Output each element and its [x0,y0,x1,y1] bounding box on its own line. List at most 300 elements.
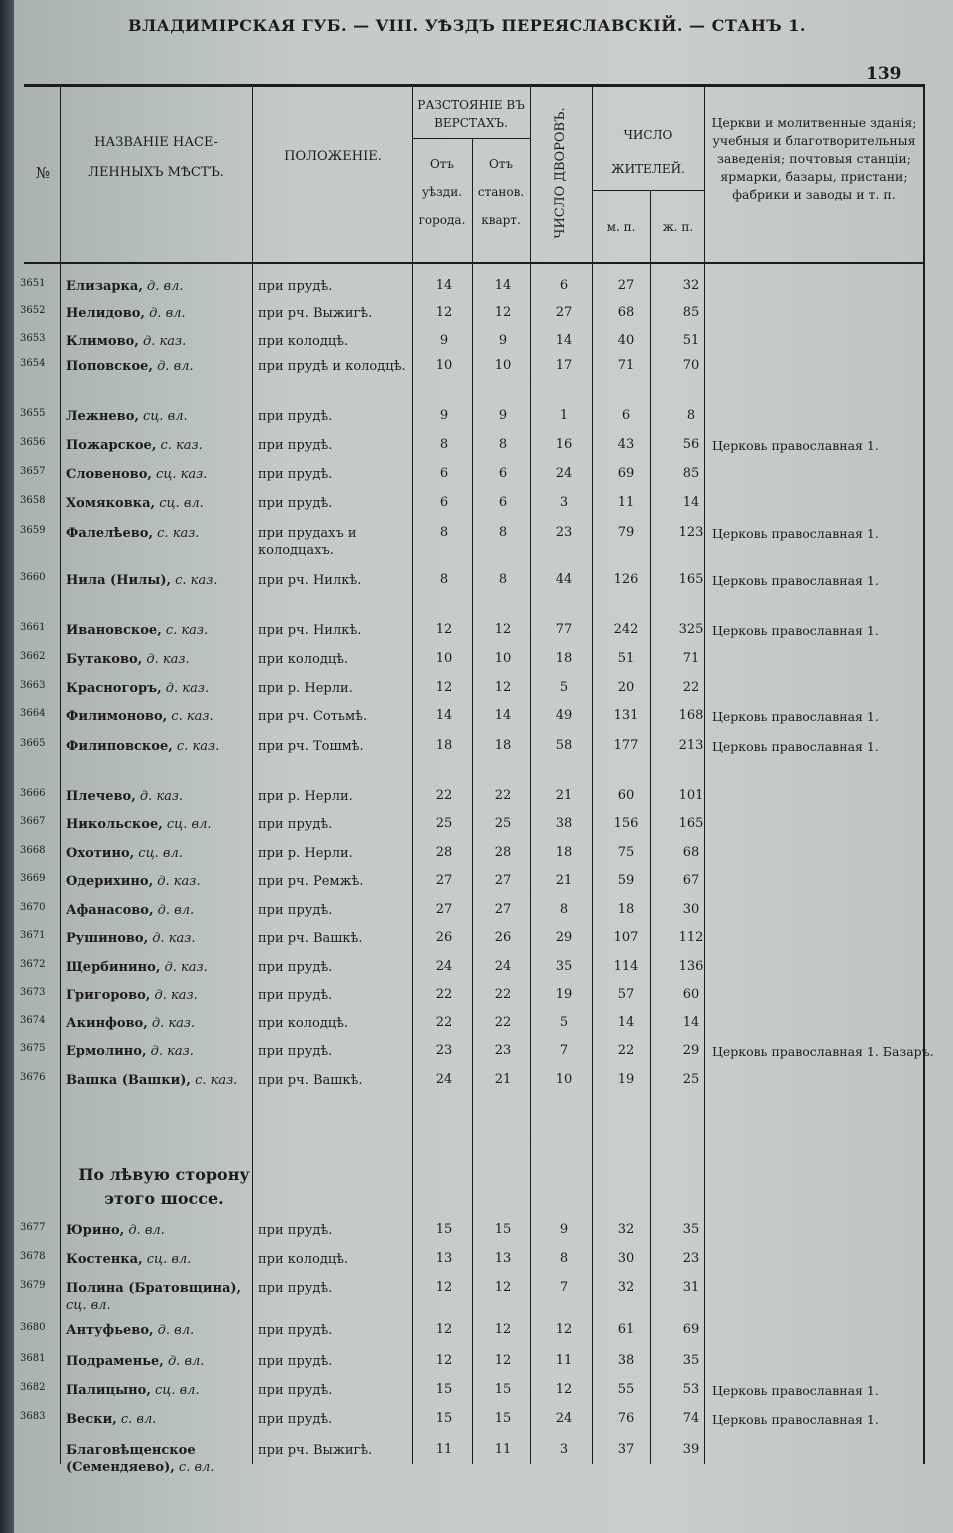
yards-count: 8 [559,1251,569,1266]
col-header-churches: Церкви и молитвенные зданія; учебныя и благотворительныя заведенія; почтовыя станціи; ярмарки, базары, пристани; фабрики и заводы и т. п. [711,115,917,202]
header-bottom-rule [24,262,924,264]
place-name: Словеново, сц. каз. [66,467,208,482]
yards-count: 6 [559,278,569,293]
male-count: 71 [617,358,635,373]
place-name: Вашка (Вашки), с. каз. [66,1073,238,1088]
position: при колодцѣ. [258,652,349,667]
male-count: 76 [617,1411,635,1426]
male-count: 156 [613,816,639,831]
distance-camp: 10 [494,651,512,666]
female-count: 14 [682,495,700,510]
row-number: 3653 [20,333,46,344]
female-count: 8 [686,408,696,423]
distance-city: 9 [439,333,449,348]
yards-count: 18 [555,845,573,860]
row-number: 3668 [20,845,46,856]
yards-count: 21 [555,873,573,888]
row-number: 3679 [20,1280,46,1291]
page-number: 139 [866,64,902,84]
place-type: с. каз. [171,573,218,588]
female-count: 53 [682,1382,700,1397]
distance-city: 12 [435,680,453,695]
distance-camp: 22 [494,987,512,1002]
row-number: 3660 [20,572,46,583]
place-type: сц. вл. [155,496,204,511]
row-number: 3681 [20,1353,46,1364]
position: при рч. Ремжѣ. [258,874,364,889]
female-count: 14 [682,1015,700,1030]
male-count: 69 [617,466,635,481]
distance-camp: 10 [494,358,512,373]
female-count: 51 [682,333,700,348]
male-count: 20 [617,680,635,695]
female-count: 60 [682,987,700,1002]
yards-count: 3 [559,1442,569,1457]
distance-city: 27 [435,902,453,917]
institutions-note: Церковь православная 1. Базаръ. [712,1044,934,1059]
position: при прудѣ. [258,467,333,482]
institutions-note: Церковь православная 1. [712,1383,879,1398]
place-name: Юрино, д. вл. [66,1223,165,1238]
place-type: д. каз. [150,988,198,1003]
yards-count: 58 [555,738,573,753]
female-count: 22 [682,680,700,695]
place-name: Вески, с. вл. [66,1412,157,1427]
female-count: 112 [678,930,704,945]
position: при прудѣ. [258,1412,333,1427]
distance-city: 10 [435,651,453,666]
position: при прудѣ. [258,409,333,424]
yards-count: 7 [559,1043,569,1058]
distance-camp: 28 [494,845,512,860]
row-number: 3655 [20,408,46,419]
position: при рч. Нилкѣ. [258,573,362,588]
distance-city: 12 [435,622,453,637]
distance-city: 25 [435,816,453,831]
place-type: с. каз. [153,526,200,541]
place-name: Полина (Братовщина), сц. вл. [66,1281,242,1313]
position: при р. Нерли. [258,846,353,861]
distance-city: 8 [439,525,449,540]
place-type: с. каз. [172,739,220,754]
position: при прудѣ. [258,1383,333,1398]
table-right-rule [923,84,925,1464]
distance-camp: 11 [494,1442,512,1457]
yards-count: 24 [555,1411,573,1426]
female-count: 165 [678,816,704,831]
distance-city: 26 [435,930,453,945]
female-count: 67 [682,873,700,888]
row-number: 3665 [20,738,46,749]
row-number: 3671 [20,930,46,941]
male-count: 32 [617,1280,635,1295]
distance-city: 6 [439,466,449,481]
place-name: Ермолино, д. каз. [66,1044,194,1059]
row-number: 3676 [20,1072,46,1083]
distance-city: 6 [439,495,449,510]
distance-city: 18 [435,738,453,753]
book-spine [0,0,14,1533]
institutions-note: Церковь православная 1. [712,709,879,724]
yards-count: 14 [555,333,573,348]
position: при колодцѣ. [258,334,349,349]
institutions-note: Церковь православная 1. [712,573,879,588]
distance-city: 13 [435,1251,453,1266]
distance-camp: 12 [494,1322,512,1337]
place-name: Бутаково, д. каз. [66,652,190,667]
place-type: д. вл. [124,1223,165,1238]
yards-count: 77 [555,622,573,637]
yards-count: 24 [555,466,573,481]
male-count: 57 [617,987,635,1002]
place-type: с. вл. [116,1412,157,1427]
position: при прудѣ и колодцѣ. [258,359,406,374]
female-count: 29 [682,1043,700,1058]
place-name: Никольское, сц. вл. [66,817,212,832]
yards-count: 11 [555,1353,573,1368]
place-name: Охотино, сц. вл. [66,846,183,861]
distance-city: 9 [439,408,449,423]
female-count: 71 [682,651,700,666]
place-name: Пожарское, с. каз. [66,438,203,453]
col-header-position: ПОЛОЖЕНІЕ. [284,149,382,164]
row-number: 3669 [20,873,46,884]
distance-camp: 12 [494,680,512,695]
female-count: 68 [682,845,700,860]
place-name: Подраменье, д. вл. [66,1354,205,1369]
yards-count: 8 [559,902,569,917]
place-type: сц. каз. [151,467,208,482]
male-count: 61 [617,1322,635,1337]
place-name: Елизарка, д. вл. [66,279,184,294]
place-name: Нила (Нилы), с. каз. [66,573,218,588]
female-count: 165 [678,572,704,587]
distance-camp: 25 [494,816,512,831]
place-name: Нелидово, д. вл. [66,306,186,321]
position: при рч. Вашкѣ. [258,931,363,946]
male-count: 30 [617,1251,635,1266]
position: при прудѣ. [258,960,333,975]
institutions-note: Церковь православная 1. [712,1412,879,1427]
institutions-note: Церковь православная 1. [712,438,879,453]
row-number: 3678 [20,1251,46,1262]
male-count: 6 [621,408,631,423]
female-count: 70 [682,358,700,373]
female-count: 213 [678,738,704,753]
row-number: 3674 [20,1015,46,1026]
table-top-rule [24,84,924,87]
distance-camp: 22 [494,788,512,803]
place-name: Климово, д. каз. [66,334,187,349]
distance-camp: 18 [494,738,512,753]
col-rule [412,84,413,1464]
distance-camp: 9 [498,333,508,348]
distance-camp: 14 [494,278,512,293]
yards-count: 44 [555,572,573,587]
row-number: 3667 [20,816,46,827]
row-number: 3657 [20,466,46,477]
place-type: с. каз. [156,438,203,453]
yards-count: 49 [555,708,573,723]
female-count: 35 [682,1222,700,1237]
distance-city: 12 [435,1280,453,1295]
place-name: Щербинино, д. каз. [66,960,208,975]
place-name: Рушиново, д. каз. [66,931,196,946]
distance-city: 10 [435,358,453,373]
male-count: 18 [617,902,635,917]
female-count: 39 [682,1442,700,1457]
place-type: д. каз. [138,334,187,349]
distance-camp: 23 [494,1043,512,1058]
female-count: 56 [682,437,700,452]
female-count: 74 [682,1411,700,1426]
place-name: Красногоръ, д. каз. [66,681,210,696]
male-count: 38 [617,1353,635,1368]
distance-camp: 24 [494,959,512,974]
male-count: 114 [613,959,639,974]
row-number: 3682 [20,1382,46,1393]
row-number: 3675 [20,1043,46,1054]
place-name: Хомяковка, сц. вл. [66,496,204,511]
distance-city: 15 [435,1411,453,1426]
row-number: 3651 [20,278,46,289]
male-count: 60 [617,788,635,803]
yards-count: 1 [559,408,569,423]
row-number: 3654 [20,358,46,369]
distance-camp: 15 [494,1222,512,1237]
male-count: 131 [613,708,639,723]
yards-count: 9 [559,1222,569,1237]
female-count: 35 [682,1353,700,1368]
distance-camp: 12 [494,622,512,637]
male-count: 107 [613,930,639,945]
position: при рч. Нилкѣ. [258,623,362,638]
col-header-residents: ЧИСЛО ЖИТЕЛЕЙ. [611,128,685,176]
row-number: 3663 [20,680,46,691]
yards-count: 10 [555,1072,573,1087]
position: при прудѣ. [258,903,333,918]
place-name: Ивановское, с. каз. [66,623,209,638]
col-header-distance: РАЗСТОЯНІЕ ВЪ ВЕРСТАХЪ. [417,98,525,130]
distance-camp: 27 [494,873,512,888]
place-type: сц. вл. [66,1298,111,1313]
distance-camp: 21 [494,1072,512,1087]
yards-count: 3 [559,495,569,510]
position: при прудѣ. [258,1354,333,1369]
place-name: Григорово, д. каз. [66,988,198,1003]
position: при рч. Выжигѣ. [258,306,373,321]
residents-sub-rule [592,190,704,191]
distance-city: 22 [435,1015,453,1030]
place-name: Акинфово, д. каз. [66,1016,196,1031]
row-number: 3661 [20,622,46,633]
male-count: 51 [617,651,635,666]
position: при рч. Вашкѣ. [258,1073,363,1088]
female-count: 25 [682,1072,700,1087]
distance-city: 24 [435,1072,453,1087]
place-type: д. каз. [147,1016,196,1031]
place-type: д. каз. [135,789,184,804]
place-type: д. каз. [160,960,208,975]
col-header-dist-camp: Отъ станов. кварт. [477,157,525,227]
distance-city: 28 [435,845,453,860]
col-header-yards: ЧИСЛО ДВОРОВЪ. [553,107,568,239]
female-count: 69 [682,1322,700,1337]
distance-camp: 27 [494,902,512,917]
distance-camp: 22 [494,1015,512,1030]
row-number: 3677 [20,1222,46,1233]
position: при прудахъ и колодцахъ. [258,526,357,558]
distance-camp: 26 [494,930,512,945]
place-type: сц. вл. [142,1252,192,1267]
row-number: 3656 [20,437,46,448]
place-name: Костенка, сц. вл. [66,1252,192,1267]
position: при прудѣ. [258,988,333,1003]
position: при прудѣ. [258,496,333,511]
distance-camp: 6 [498,466,508,481]
place-type: д. вл. [153,1323,195,1338]
female-count: 85 [682,466,700,481]
place-type: д. вл. [163,1354,205,1369]
institutions-note: Церковь православная 1. [712,623,879,638]
institutions-note: Церковь православная 1. [712,739,879,754]
place-name: Поповское, д. вл. [66,359,194,374]
place-name: Филиповское, с. каз. [66,739,220,754]
running-head: ВЛАДИМІРСКАЯ ГУБ. — VIII. УѢЗДЪ ПЕРЕЯСЛАВСКІЙ. — СТАНЪ 1. [128,16,806,35]
yards-count: 38 [555,816,573,831]
place-type: д. каз. [146,1044,194,1059]
yards-count: 5 [559,1015,569,1030]
distance-city: 14 [435,278,453,293]
male-count: 27 [617,278,635,293]
yards-count: 23 [555,525,573,540]
position: при р. Нерли. [258,681,353,696]
place-type: с. вл. [174,1460,215,1475]
distance-city: 15 [435,1222,453,1237]
distance-camp: 9 [498,408,508,423]
position: при прудѣ. [258,817,333,832]
male-count: 79 [617,525,635,540]
distance-city: 14 [435,708,453,723]
place-name: Плечево, д. каз. [66,789,184,804]
yards-count: 35 [555,959,573,974]
place-type: сц. вл. [162,817,212,832]
place-type: сц. вл. [134,846,183,861]
male-count: 32 [617,1222,635,1237]
section-title: По лѣвую сторону этого шоссе. [78,1165,250,1208]
page [14,0,953,1533]
position: при колодцѣ. [258,1016,349,1031]
female-count: 325 [678,622,704,637]
place-type: с. каз. [161,623,209,638]
male-count: 40 [617,333,635,348]
distance-city: 24 [435,959,453,974]
distance-city: 22 [435,987,453,1002]
male-count: 126 [613,572,639,587]
male-count: 22 [617,1043,635,1058]
col-rule [252,84,253,1464]
place-type: д. каз. [161,681,210,696]
position: при прудѣ. [258,1281,333,1296]
yards-count: 29 [555,930,573,945]
yards-count: 18 [555,651,573,666]
col-header-num: № [35,164,51,182]
distance-city: 22 [435,788,453,803]
distance-camp: 12 [494,305,512,320]
distance-camp: 6 [498,495,508,510]
position: при прудѣ. [258,1044,333,1059]
place-type: сц. вл. [138,409,188,424]
distance-camp: 15 [494,1411,512,1426]
position: при рч. Сотьмѣ. [258,709,368,724]
female-count: 85 [682,305,700,320]
male-count: 177 [613,738,639,753]
row-number: 3673 [20,987,46,998]
distance-city: 11 [435,1442,453,1457]
place-name: Палицыно, сц. вл. [66,1383,200,1398]
place-type: с. каз. [190,1073,238,1088]
row-number: 3659 [20,525,46,536]
place-name: Афанасово, д. вл. [66,903,195,918]
place-name: Благовѣщенское (Семендяево), с. вл. [66,1443,215,1475]
row-number: 3652 [20,305,46,316]
row-number: 3672 [20,959,46,970]
distance-camp: 15 [494,1382,512,1397]
place-name: Лежнево, сц. вл. [66,409,188,424]
female-count: 168 [678,708,704,723]
place-type: д. вл. [144,306,186,321]
row-number: 3662 [20,651,46,662]
place-type: д. вл. [152,359,194,374]
row-number: 3658 [20,495,46,506]
male-count: 242 [613,622,639,637]
row-number: 3670 [20,902,46,913]
place-name: Антуфьево, д. вл. [66,1323,195,1338]
row-number: 3683 [20,1411,46,1422]
female-count: 136 [678,959,704,974]
yards-count: 12 [555,1322,573,1337]
distance-city: 8 [439,437,449,452]
distance-camp: 8 [498,572,508,587]
yards-count: 5 [559,680,569,695]
col-header-male: м. п. [606,220,636,234]
female-count: 31 [682,1280,700,1295]
yards-count: 12 [555,1382,573,1397]
place-name: Фалелѣево, с. каз. [66,526,200,541]
position: при рч. Тошмѣ. [258,739,364,754]
male-count: 11 [617,495,635,510]
female-count: 32 [682,278,700,293]
distance-sub-rule [412,138,530,139]
place-type: д. каз. [148,931,196,946]
yards-count: 16 [555,437,573,452]
yards-count: 17 [555,358,573,373]
male-count: 37 [617,1442,635,1457]
distance-city: 12 [435,1353,453,1368]
distance-city: 8 [439,572,449,587]
distance-camp: 8 [498,525,508,540]
row-number: 3666 [20,788,46,799]
male-count: 59 [617,873,635,888]
distance-city: 15 [435,1382,453,1397]
distance-camp: 12 [494,1353,512,1368]
distance-city: 12 [435,305,453,320]
female-count: 123 [678,525,704,540]
place-type: с. каз. [167,709,214,724]
place-type: д. вл. [153,903,195,918]
yards-count: 19 [555,987,573,1002]
male-count: 68 [617,305,635,320]
